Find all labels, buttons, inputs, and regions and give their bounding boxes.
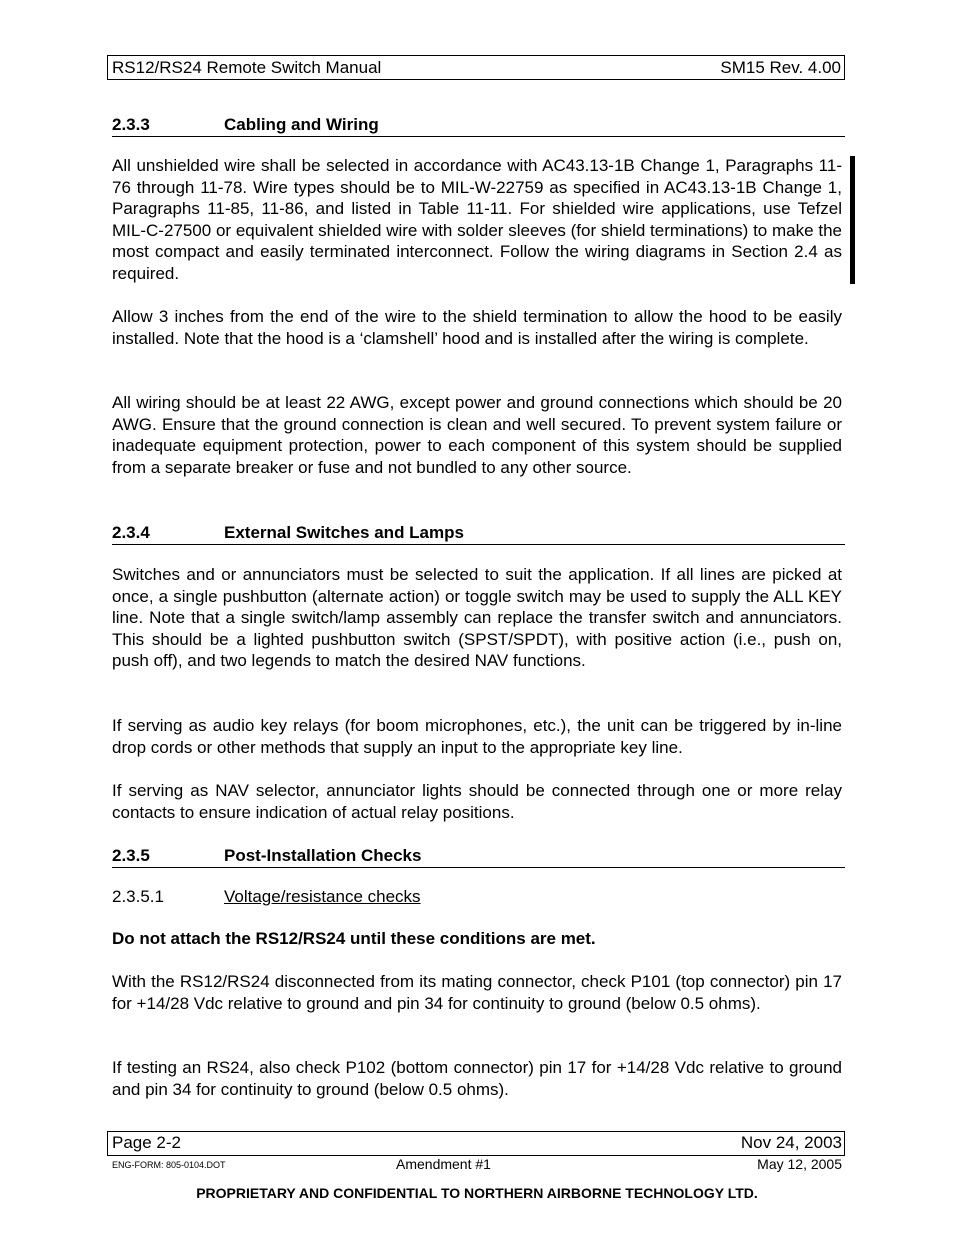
proprietary-notice: PROPRIETARY AND CONFIDENTIAL TO NORTHERN AIRBORNE TECHNOLOGY LTD.	[196, 1185, 758, 1201]
warning-text: Do not attach the RS12/RS24 until these conditions are met.	[112, 929, 596, 948]
section-title: Cabling and Wiring	[224, 115, 379, 134]
paragraph: With the RS12/RS24 disconnected from its mating connector, check P101 (top connector) pin 17 for +14/28 Vdc relative to ground and pin 34 for continuity to ground (below 0.5 ohms).	[112, 972, 842, 1013]
amendment-date: May 12, 2005	[757, 1156, 842, 1172]
form-id: ENG-FORM: 805-0104.DOT	[112, 1160, 226, 1170]
section-number: 2.3.4	[112, 523, 150, 542]
paragraph: All wiring should be at least 22 AWG, except power and ground connections which should be 20 AWG. Ensure that the ground connection is clean and well secured. To prevent system failure or inadequate equipment protection, power to each component of this system should be supplied from a separate breaker or fuse and not bundled to any other source.	[112, 393, 842, 477]
issue-date: Nov 24, 2003	[740, 1133, 842, 1152]
paragraph: If testing an RS24, also check P102 (bottom connector) pin 17 for +14/28 Vdc relative to ground and pin 34 for continuity to ground (below 0.5 ohms).	[112, 1058, 842, 1099]
section-heading-2-3-5	[112, 846, 845, 868]
page-number: Page 2-2	[112, 1133, 181, 1152]
section-heading-2-3-4	[112, 523, 845, 545]
paragraph: All unshielded wire shall be selected in accordance with AC43.13-1B Change 1, Paragraphs 11-76 through 11-78. Wire types should be to MIL-W-22759 as specified in AC43.13-1B Change 1, Paragraphs 11-85, 11-86, and listed in Table 11-11. For shielded wire applications, use Tefzel MIL-C-27500 or equivalent shielded wire with solder sleeves (for shield terminations) to make the most compact and easily terminated interconnect. Follow the wiring diagrams in Section 2.4 as required.	[112, 156, 842, 283]
paragraph: If serving as audio key relays (for boom microphones, etc.), the unit can be triggered by in-line drop cords or other methods that supply an input to the appropriate key line.	[112, 716, 842, 757]
footer-meta	[112, 1156, 842, 1176]
page-header	[107, 55, 845, 80]
section-number: 2.3.3	[112, 115, 150, 134]
manual-revision: SM15 Rev. 4.00	[720, 58, 841, 77]
paragraph: Allow 3 inches from the end of the wire to the shield termination to allow the hood to be easily installed. Note that the hood is a ‘clamshell’ hood and is installed after the wiring is complete.	[112, 307, 842, 348]
section-heading-2-3-3	[112, 115, 845, 137]
paragraph: If serving as NAV selector, annunciator lights should be connected through one or more relay contacts to ensure indication of actual relay positions.	[112, 781, 842, 822]
paragraph: Switches and or annunciators must be selected to suit the application. If all lines are picked at once, a single pushbutton (alternate action) or toggle switch may be used to supply the ALL KEY line. Note that a single switch/lamp assembly can replace the transfer switch and annunciators. This should be a lighted pushbutton switch (SPST/SPDT), with positive action (i.e., push on, push off), and two legends to match the desired NAV functions.	[112, 565, 842, 671]
page-footer	[107, 1131, 845, 1156]
section-title: External Switches and Lamps	[224, 523, 464, 542]
subsection-title: Voltage/resistance checks	[224, 887, 421, 906]
subsection-number: 2.3.5.1	[112, 887, 164, 906]
section-number: 2.3.5	[112, 846, 150, 865]
revision-change-bar	[850, 156, 855, 284]
subsection-heading-2-3-5-1	[112, 887, 421, 907]
amendment: Amendment #1	[396, 1156, 491, 1172]
section-title: Post-Installation Checks	[224, 846, 422, 865]
manual-title: RS12/RS24 Remote Switch Manual	[112, 58, 382, 77]
